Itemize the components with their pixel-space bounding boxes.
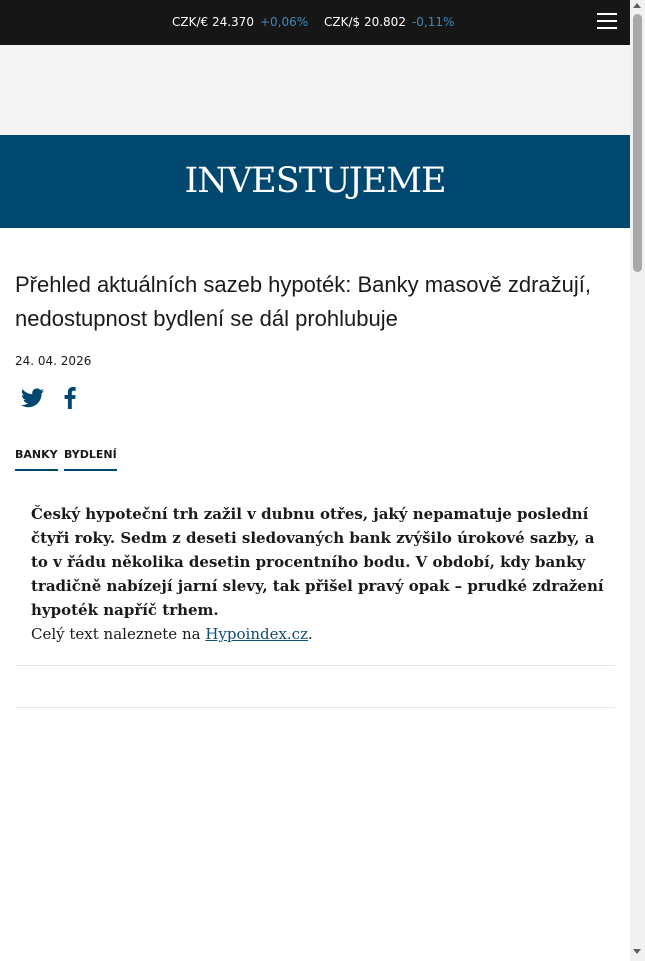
tag-banky[interactable]: BANKY xyxy=(15,448,58,471)
section-title: INVESTUJEME xyxy=(184,161,446,201)
rate-eur-value: CZK/€ 24.370 xyxy=(172,15,254,29)
rate-eur xyxy=(172,15,308,29)
rate-usd-value: CZK/$ 20.802 xyxy=(324,15,406,29)
ad-space xyxy=(0,45,630,135)
article-date: 24. 04. 2026 xyxy=(15,354,92,368)
divider xyxy=(15,665,615,666)
rate-eur-change: +0,06% xyxy=(259,15,309,29)
hypoindex-link[interactable]: Hypoindex.cz xyxy=(205,625,308,643)
currency-top-bar xyxy=(0,0,630,45)
hamburger-menu-icon[interactable] xyxy=(597,13,617,31)
scrollbar-thumb[interactable] xyxy=(633,14,642,272)
article-perex: Český hypoteční trh zažil v dubnu otřes, jaký nepamatuje poslední čtyři roky. Sedm z deseti sledovaných bank zvýšilo úrokové sazby, a to v řádu několika desetin procentního bodu. V období, kdy banky tradičně nabízejí jarní slevy, tak přišel pravý opak – prudké zdražení hypoték napříč trhem. xyxy=(31,505,604,619)
section-banner[interactable] xyxy=(0,135,630,228)
scroll-up-arrow-icon[interactable] xyxy=(633,3,641,8)
fulltext-suffix: . xyxy=(307,625,313,643)
article-headline: Přehled aktuálních sazeb hypoték: Banky masově zdražují, nedostupnost bydlení se dál prohlubuje xyxy=(15,272,591,331)
fulltext-prefix: Celý text naleznete na xyxy=(31,625,206,643)
tag-bydleni[interactable]: BYDLENÍ xyxy=(64,448,117,471)
divider xyxy=(15,707,615,708)
article-fulltext-note xyxy=(31,622,313,646)
twitter-icon[interactable] xyxy=(21,388,44,408)
scroll-down-arrow-icon[interactable] xyxy=(633,949,641,954)
rate-usd-change: -0,11% xyxy=(411,15,455,29)
vertical-scrollbar[interactable] xyxy=(630,0,645,961)
rate-usd xyxy=(324,15,454,29)
facebook-icon[interactable] xyxy=(63,387,77,409)
